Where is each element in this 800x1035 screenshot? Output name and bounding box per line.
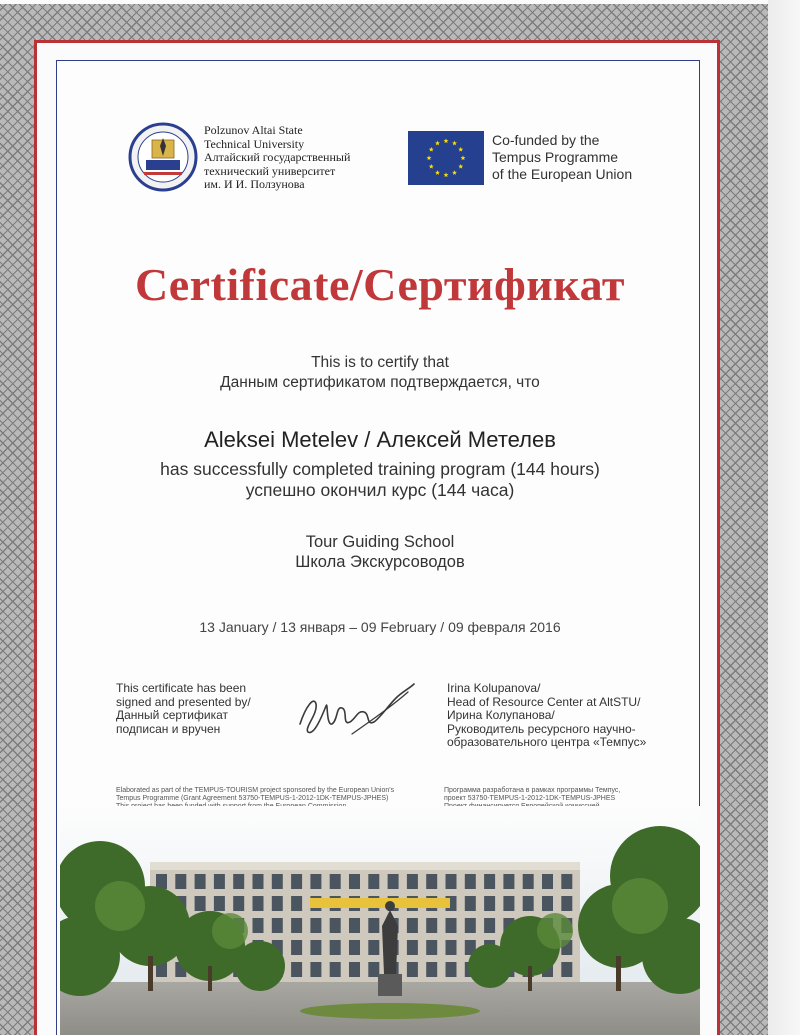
building-window [349, 918, 360, 933]
building-window [465, 874, 476, 889]
building-window [407, 874, 418, 889]
building-window [446, 918, 457, 933]
building-window [291, 940, 302, 955]
building-window [426, 874, 437, 889]
university-name [204, 124, 384, 192]
building-window [214, 896, 225, 911]
building-window [446, 874, 457, 889]
building-window [272, 918, 283, 933]
signatory-info [447, 682, 677, 750]
building-window [542, 874, 553, 889]
building-window [291, 874, 302, 889]
certify-text-en: This is to certify that [311, 354, 449, 371]
building-window [253, 918, 264, 933]
building-window [426, 962, 437, 977]
university-line: Polzunov Altai State [204, 123, 303, 137]
building-window [368, 874, 379, 889]
signed-line: Данный сертификат [116, 708, 228, 722]
completion-text-en: has successfully completed training program (144 hours) [160, 459, 600, 479]
building-window [214, 874, 225, 889]
building-window [310, 940, 321, 955]
building-window [310, 874, 321, 889]
signatory-line: Head of Resource Center at AltSTU/ [447, 694, 641, 709]
building-window [368, 962, 379, 977]
course-name-ru: Школа Экскурсоводов [295, 553, 465, 571]
building-window [349, 874, 360, 889]
building-window [368, 918, 379, 933]
signed-by-label [116, 682, 286, 736]
building-window [330, 962, 341, 977]
building-window [368, 940, 379, 955]
building-window [484, 874, 495, 889]
signed-line: This certificate has been [116, 681, 247, 695]
eu-line: Tempus Programme [492, 149, 619, 165]
building-window [523, 896, 534, 911]
signed-line: подписан и вручен [116, 721, 221, 736]
footer-line: Программа разработана в рамках программы Темпус, [444, 787, 621, 794]
building-window [310, 962, 321, 977]
building-window [175, 874, 186, 889]
building-window [484, 896, 495, 911]
building-window [523, 874, 534, 889]
course-name-en: Tour Guiding School [305, 533, 455, 551]
university-line: Алтайский государственный [204, 150, 351, 164]
building-window [330, 940, 341, 955]
building-window [407, 918, 418, 933]
footer-line: проект 53750-TEMPUS-1-2012-1DK-TEMPUS-JPHES [444, 795, 616, 803]
building-window [291, 896, 302, 911]
building-window [542, 896, 553, 911]
building-window [446, 940, 457, 955]
university-seal-icon [128, 122, 198, 192]
eu-line: of the European Union [492, 166, 633, 182]
signatory-line: Irina Kolupanova/ [447, 681, 541, 695]
completion-text-ru: успешно окончил курс (144 часа) [245, 480, 515, 500]
building-window [426, 918, 437, 933]
certificate-title: Certificate/Сертификат [134, 259, 625, 310]
building-window [310, 918, 321, 933]
building-window [465, 896, 476, 911]
building-window [349, 940, 360, 955]
building-window [561, 896, 572, 911]
building-window [503, 896, 514, 911]
building-window [195, 874, 206, 889]
building-window [388, 874, 399, 889]
building-window [561, 874, 572, 889]
eu-flag-icon [408, 131, 484, 185]
building-window [291, 918, 302, 933]
university-line: технический университет [204, 163, 336, 178]
building-window [272, 874, 283, 889]
building-window [291, 962, 302, 977]
university-line: им. И И. Ползунова [204, 177, 305, 191]
eu-line: Co-funded by the [492, 132, 600, 148]
building-window [407, 962, 418, 977]
footer-line: Tempus Programme (Grant Agreement 53750-TEMPUS-1-2012-1DK-TEMPUS-JPHES) [116, 795, 389, 803]
building-window [253, 874, 264, 889]
footer-line: Elaborated as part of the TEMPUS-TOURISM project sponsored by the European Union's [116, 787, 395, 794]
course-dates: 13 January / 13 января – 09 February / 09 февраля 2016 [199, 619, 561, 635]
building-window [503, 874, 514, 889]
scan-margin [768, 0, 800, 1035]
building-window [330, 874, 341, 889]
building-window [446, 962, 457, 977]
building-window [272, 896, 283, 911]
building-window [484, 918, 495, 933]
certify-text-ru: Данным сертификатом подтверждается, что [220, 374, 540, 391]
signatory-line: Ирина Колупанова/ [447, 708, 555, 722]
eu-cofunded-text [492, 132, 692, 183]
building-window [407, 940, 418, 955]
campus-building-photo [60, 806, 700, 1035]
signatory-line: Руководитель ресурсного научно- [447, 721, 636, 736]
building-window [561, 962, 572, 977]
building-window [253, 896, 264, 911]
building-window [349, 962, 360, 977]
building-window [330, 918, 341, 933]
building-window [195, 896, 206, 911]
building-window [465, 918, 476, 933]
building-window [233, 874, 244, 889]
signatory-line: образовательного центра «Темпус» [447, 735, 647, 749]
building-window [426, 940, 437, 955]
handwritten-signature [292, 676, 422, 744]
recipient-name: Aleksei Metelev / Алексей Метелев [204, 427, 556, 452]
university-line: Technical University [204, 136, 305, 151]
building-window [233, 896, 244, 911]
signed-line: signed and presented by/ [116, 694, 251, 709]
